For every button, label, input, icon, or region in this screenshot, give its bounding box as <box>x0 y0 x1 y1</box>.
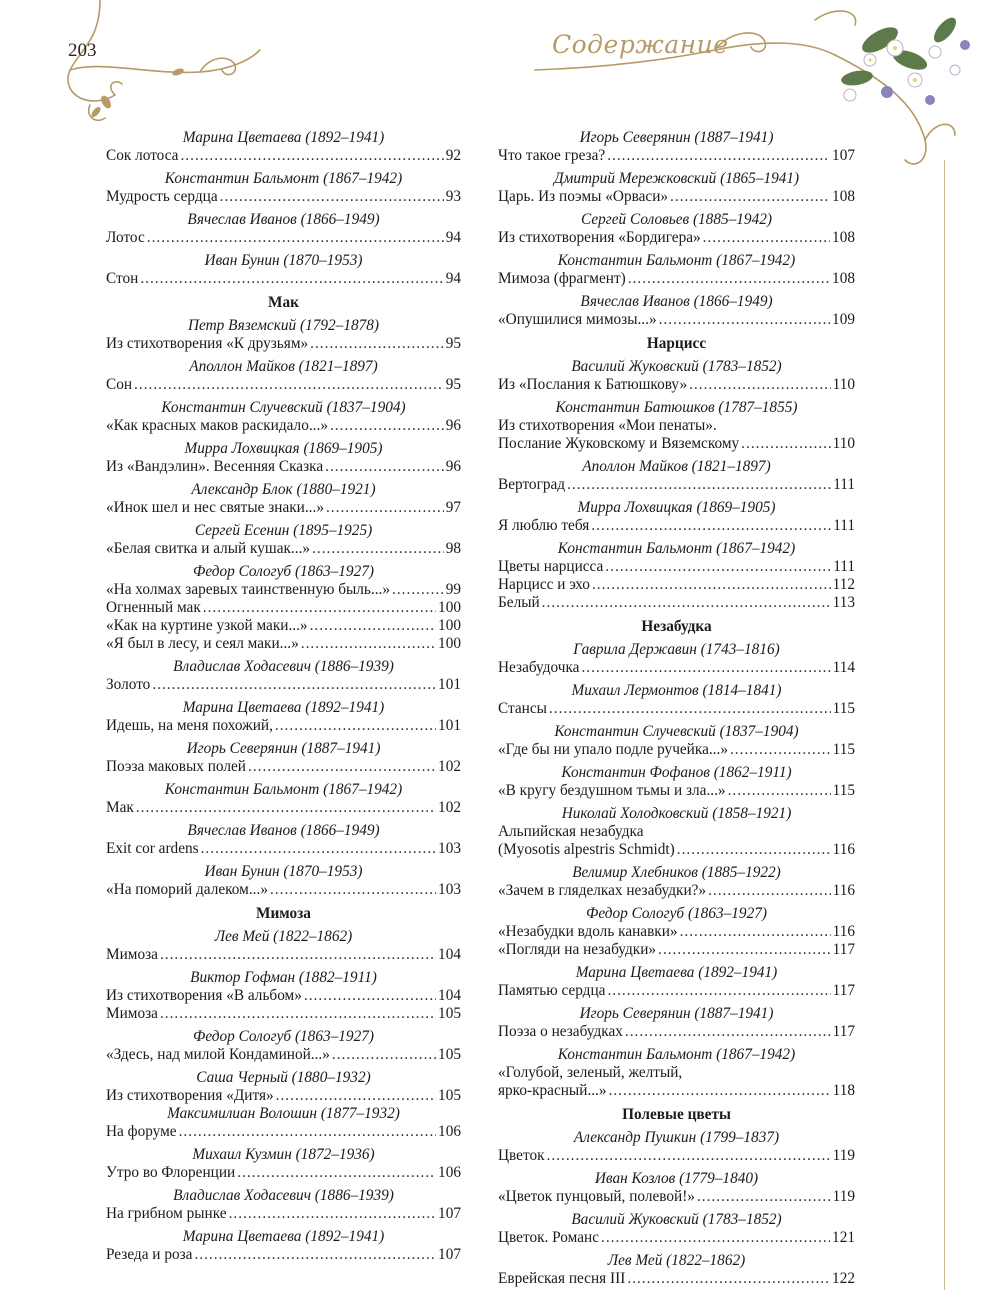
toc-author: Константин Бальмонт (1867–1942) <box>557 252 796 269</box>
dot-leader <box>310 617 436 635</box>
toc-author: Вячеслав Иванов (1866–1949) <box>187 211 380 228</box>
toc-entry-title: Резеда и роза <box>106 1246 193 1263</box>
toc-entry-title: Сок лотоса <box>106 147 179 164</box>
toc-entry <box>498 517 855 535</box>
toc-entry-page: 93 <box>445 188 461 205</box>
toc-author: Аполлон Майков (1821–1897) <box>582 458 771 475</box>
dot-leader <box>689 376 831 394</box>
toc-entry <box>106 635 461 653</box>
toc-entry <box>106 499 461 517</box>
toc-entry-page: 122 <box>832 1270 855 1287</box>
toc-entry-title: Стансы <box>498 700 547 717</box>
dot-leader <box>609 1082 831 1100</box>
toc-entry-title: «Погляди на незабудки» <box>498 941 657 958</box>
toc-entry-page: 108 <box>832 229 855 246</box>
toc-entry-page: 112 <box>832 576 855 593</box>
toc-entry-page: 108 <box>832 270 855 287</box>
toc-section-heading: Полевые цветы <box>622 1106 731 1123</box>
dot-leader <box>152 676 436 694</box>
dot-leader <box>220 188 444 206</box>
dot-leader <box>607 147 830 165</box>
toc-entry-title: «Белая свитка и алый кушак...» <box>106 540 311 557</box>
toc-entry-title: Золото <box>106 676 151 693</box>
dot-leader <box>312 540 444 558</box>
toc-entry-page: 111 <box>833 517 855 534</box>
toc-entry-page: 108 <box>832 188 855 205</box>
toc-entry-page: 115 <box>832 782 855 799</box>
dot-leader <box>330 417 444 435</box>
toc-entry-page: 121 <box>832 1229 855 1246</box>
dot-leader <box>659 311 830 329</box>
toc-entry <box>106 417 461 435</box>
toc-entry-title: «Инок шел и нес святые знаки...» <box>106 499 324 516</box>
toc-entry-page: 105 <box>438 1005 461 1022</box>
toc-entry-page: 110 <box>832 376 855 393</box>
dot-leader <box>301 635 436 653</box>
toc-entry-page: 111 <box>833 558 855 575</box>
toc-author: Владислав Ходасевич (1886–1939) <box>173 1187 394 1204</box>
toc-entry-title: На форуме <box>106 1123 177 1140</box>
toc-entry <box>106 946 461 964</box>
dot-leader <box>708 882 831 900</box>
toc-entry-page: 116 <box>832 923 855 940</box>
toc-entry-page: 115 <box>832 741 855 758</box>
toc-author: Константин Бальмонт (1867–1942) <box>557 540 796 557</box>
dot-leader <box>625 1023 831 1041</box>
toc-entry-title: Еврейская песня III <box>498 1270 626 1287</box>
toc-author: Марина Цветаева (1892–1941) <box>575 964 778 981</box>
toc-entry-title: Белый <box>498 594 540 611</box>
dot-leader <box>549 700 831 718</box>
toc-author: Константин Бальмонт (1867–1942) <box>164 170 403 187</box>
toc-entry <box>498 311 855 329</box>
toc-entry-title: Памятью сердца <box>498 982 606 999</box>
toc-entry-title: Из «Вандэлин». Весенняя Сказка <box>106 458 324 475</box>
dot-leader <box>276 1087 436 1105</box>
toc-entry-page: 94 <box>445 270 461 287</box>
toc-author: Игорь Северянин (1887–1941) <box>579 1005 774 1022</box>
toc-author: Максимилиан Волошин (1877–1932) <box>167 1105 400 1122</box>
toc-entry-title: «В кругу бездушном тьмы и зла...» <box>498 782 726 799</box>
toc-entry <box>106 147 461 165</box>
dot-leader <box>194 1246 436 1264</box>
dot-leader <box>592 576 831 594</box>
toc-entry <box>106 1123 461 1141</box>
toc-entry-page: 101 <box>438 676 461 693</box>
toc-entry <box>106 758 461 776</box>
toc-entry-page: 110 <box>832 435 855 452</box>
toc-entry <box>498 1082 855 1100</box>
toc-author: Иван Козлов (1779–1840) <box>594 1170 759 1187</box>
toc-author: Александр Пушкин (1799–1837) <box>573 1129 780 1146</box>
toc-entry <box>498 941 855 959</box>
toc-entry <box>498 1023 855 1041</box>
toc-entry-title: «Зачем в гляделках незабудки?» <box>498 882 707 899</box>
toc-entry-title: «На холмах заревых таинственную быль...» <box>106 581 391 598</box>
toc-entry <box>106 1205 461 1223</box>
toc-entry <box>498 476 855 494</box>
toc-entry <box>106 376 461 394</box>
toc-entry-title: Стон <box>106 270 139 287</box>
toc-entry-page: 107 <box>832 147 855 164</box>
toc-entry-title: «Как на куртине узкой маки...» <box>106 617 308 634</box>
dot-leader <box>680 923 831 941</box>
toc-section-heading: Мак <box>268 294 299 311</box>
toc-entry <box>106 270 461 288</box>
toc-entry-title: Мак <box>106 799 134 816</box>
toc-entry-page: 105 <box>438 1087 461 1104</box>
toc-entry <box>106 676 461 694</box>
toc-entry-page: 100 <box>438 599 461 616</box>
toc-entry <box>106 1005 461 1023</box>
dot-leader <box>392 581 444 599</box>
toc-entry <box>498 700 855 718</box>
toc-entry-page: 96 <box>445 458 461 475</box>
toc-entry-page: 106 <box>438 1164 461 1181</box>
toc-entry-title: «Незабудки вдоль канавки» <box>498 923 678 940</box>
dot-leader <box>270 881 436 899</box>
dot-leader <box>605 558 831 576</box>
toc-entry-page: 118 <box>832 1082 855 1099</box>
dot-leader <box>201 840 436 858</box>
toc-entry-page: 113 <box>832 594 855 611</box>
toc-author: Виктор Гофман (1882–1911) <box>190 969 377 986</box>
toc-author: Мирра Лохвицкая (1869–1905) <box>184 440 383 457</box>
toc-entry-page: 119 <box>832 1188 855 1205</box>
toc-entry <box>498 741 855 759</box>
dot-leader <box>326 499 444 517</box>
toc-entry-title: Идешь, на меня похожий, <box>106 717 273 734</box>
dot-leader <box>542 594 831 612</box>
toc-entry-page: 96 <box>445 417 461 434</box>
toc-entry-title: Незабудочка <box>498 659 580 676</box>
dot-leader <box>140 270 443 288</box>
toc-column-left <box>106 124 461 1264</box>
toc-entry <box>106 840 461 858</box>
toc-entry <box>498 376 855 394</box>
toc-entry-title: Лотос <box>106 229 145 246</box>
toc-column-right <box>498 124 855 1288</box>
toc-author: Александр Блок (1880–1921) <box>191 481 376 498</box>
dot-leader <box>581 659 830 677</box>
toc-entry-page: 114 <box>832 659 855 676</box>
toc-entry <box>498 1188 855 1206</box>
toc-author: Аполлон Майков (1821–1897) <box>189 358 378 375</box>
toc-author: Лев Мей (1822–1862) <box>607 1252 746 1269</box>
toc-entry <box>498 270 855 288</box>
dot-leader <box>703 229 830 247</box>
toc-author: Иван Бунин (1870–1953) <box>204 252 363 269</box>
toc-entry-title: Поэза маковых полей <box>106 758 246 775</box>
dot-leader <box>237 1164 436 1182</box>
toc-entry <box>106 458 461 476</box>
toc-entry-title: (Myosotis alpestris Schmidt) <box>498 841 675 858</box>
toc-entry-page: 99 <box>445 581 461 598</box>
toc-entry-page: 92 <box>445 147 461 164</box>
toc-entry-page: 116 <box>832 882 855 899</box>
toc-entry <box>106 881 461 899</box>
dot-leader <box>275 717 436 735</box>
toc-author: Иван Бунин (1870–1953) <box>204 863 363 880</box>
toc-author: Марина Цветаева (1892–1941) <box>182 699 385 716</box>
toc-author: Василий Жуковский (1783–1852) <box>571 358 782 375</box>
dot-leader <box>160 1005 436 1023</box>
toc-author: Федор Сологуб (1863–1927) <box>193 1028 374 1045</box>
toc-entry <box>106 1087 461 1105</box>
toc-entry-page: 103 <box>438 840 461 857</box>
toc-author: Сергей Соловьев (1885–1942) <box>581 211 772 228</box>
toc-author: Константин Случевский (1837–1904) <box>554 723 799 740</box>
toc-entry-page: 106 <box>438 1123 461 1140</box>
dot-leader <box>730 741 831 759</box>
toc-author: Константин Фофанов (1862–1911) <box>561 764 792 781</box>
toc-entry-title: Exit cor ardens <box>106 840 199 857</box>
toc-entry <box>106 799 461 817</box>
dot-leader <box>601 1229 830 1247</box>
toc-entry <box>498 147 855 165</box>
dot-leader <box>229 1205 436 1223</box>
toc-author: Сергей Есенин (1895–1925) <box>194 522 373 539</box>
toc-entry-page: 95 <box>445 335 461 352</box>
toc-entry-page: 119 <box>832 1147 855 1164</box>
toc-author: Велимир Хлебников (1885–1922) <box>572 864 781 881</box>
dot-leader <box>180 147 443 165</box>
toc-author: Михаил Кузмин (1872–1936) <box>192 1146 375 1163</box>
toc-author: Владислав Ходасевич (1886–1939) <box>173 658 394 675</box>
dot-leader <box>160 946 436 964</box>
toc-entry-page: 104 <box>438 987 461 1004</box>
toc-entry-title: Сон <box>106 376 133 393</box>
toc-entry-title: Мимоза <box>106 946 158 963</box>
toc-entry-page: 104 <box>438 946 461 963</box>
toc-entry-title: Цветок <box>498 1147 545 1164</box>
toc-entry-page: 102 <box>438 758 461 775</box>
toc-entry-title: Из стихотворения «В альбом» <box>106 987 302 1004</box>
dot-leader <box>134 376 444 394</box>
toc-entry <box>498 188 855 206</box>
toc-entry-page: 100 <box>438 635 461 652</box>
toc-entry-title-line: Из стихотворения «Мои пенаты». <box>498 417 717 434</box>
dot-leader <box>248 758 436 776</box>
toc-entry-title: «Здесь, над милой Кондаминой...» <box>106 1046 330 1063</box>
dot-leader <box>607 982 830 1000</box>
toc-author: Марина Цветаева (1892–1941) <box>182 129 385 146</box>
toc-author: Федор Сологуб (1863–1927) <box>193 563 374 580</box>
toc-section-heading: Мимоза <box>256 905 311 922</box>
toc-entry-title: Я люблю тебя <box>498 517 590 534</box>
toc-author: Михаил Лермонтов (1814–1841) <box>571 682 782 699</box>
right-margin-rule <box>944 160 945 1290</box>
dot-leader <box>628 270 830 288</box>
corner-flourish-left <box>60 0 280 130</box>
toc-entry-title-line: «Голубой, зеленый, желтый, <box>498 1064 683 1081</box>
dot-leader <box>203 599 436 617</box>
dot-leader <box>325 458 444 476</box>
toc-entry-page: 109 <box>832 311 855 328</box>
toc-entry-title: Огненный мак <box>106 599 201 616</box>
toc-entry-page: 100 <box>438 617 461 634</box>
toc-entry-page: 103 <box>438 881 461 898</box>
toc-entry-page: 116 <box>832 841 855 858</box>
toc-entry <box>106 229 461 247</box>
dot-leader <box>332 1046 436 1064</box>
dot-leader <box>670 188 830 206</box>
toc-entry-title: Из «Послания к Батюшкову» <box>498 376 688 393</box>
toc-entry-title: Мудрость сердца <box>106 188 218 205</box>
toc-entry <box>498 576 855 594</box>
toc-entry-page: 98 <box>445 540 461 557</box>
toc-entry-page: 95 <box>445 376 461 393</box>
toc-entry-page: 107 <box>438 1205 461 1222</box>
toc-entry-page: 101 <box>438 717 461 734</box>
toc-entry <box>498 782 855 800</box>
toc-entry <box>498 882 855 900</box>
toc-entry-page: 107 <box>438 1246 461 1263</box>
toc-entry-title: «На поморий далеком...» <box>106 881 268 898</box>
dot-leader <box>179 1123 436 1141</box>
toc-entry <box>498 1270 855 1288</box>
toc-section-heading: Незабудка <box>641 618 712 635</box>
dot-leader <box>697 1188 831 1206</box>
dot-leader <box>567 476 831 494</box>
toc-entry-title: Поэза о незабудках <box>498 1023 623 1040</box>
toc-entry <box>106 987 461 1005</box>
toc-entry <box>106 335 461 353</box>
toc-entry-title: Цветок. Романс <box>498 1229 600 1246</box>
toc-entry-page: 117 <box>832 982 855 999</box>
toc-entry <box>106 188 461 206</box>
header-title: Содержание <box>552 30 729 59</box>
toc-author: Вячеслав Иванов (1866–1949) <box>187 822 380 839</box>
toc-author: Дмитрий Мережковский (1865–1941) <box>553 170 800 187</box>
toc-entry-title: ярко-красный...» <box>498 1082 607 1099</box>
dot-leader <box>591 517 831 535</box>
toc-entry-title: Из стихотворения «К друзьям» <box>106 335 309 352</box>
dot-leader <box>147 229 444 247</box>
toc-author: Лев Мей (1822–1862) <box>214 928 353 945</box>
toc-entry-title: «Опушилися мимозы...» <box>498 311 657 328</box>
toc-entry-page: 102 <box>438 799 461 816</box>
toc-author: Василий Жуковский (1783–1852) <box>571 1211 782 1228</box>
toc-entry <box>106 1246 461 1264</box>
toc-entry-title: «Где бы ни упало подле ручейка...» <box>498 741 728 758</box>
dot-leader <box>136 799 436 817</box>
toc-author: Игорь Северянин (1887–1941) <box>186 740 381 757</box>
toc-entry <box>106 717 461 735</box>
toc-entry-title: Цветы нарцисса <box>498 558 604 575</box>
toc-entry-title-line: Альпийская незабудка <box>498 823 644 840</box>
toc-entry <box>106 1046 461 1064</box>
toc-author: Игорь Северянин (1887–1941) <box>579 129 774 146</box>
dot-leader <box>304 987 436 1005</box>
toc-author: Петр Вяземский (1792–1878) <box>187 317 380 334</box>
toc-entry <box>498 659 855 677</box>
toc-entry-title: Мимоза (фрагмент) <box>498 270 626 287</box>
toc-entry-title: На грибном рынке <box>106 1205 227 1222</box>
toc-entry-title: Мимоза <box>106 1005 158 1022</box>
toc-entry-title: Из стихотворения «Дитя» <box>106 1087 274 1104</box>
toc-author: Константин Батюшков (1787–1855) <box>555 399 798 416</box>
toc-author: Саша Черный (1880–1932) <box>196 1069 371 1086</box>
toc-entry-page: 115 <box>832 700 855 717</box>
toc-entry-title: Нарцисс и эхо <box>498 576 590 593</box>
toc-entry <box>498 982 855 1000</box>
toc-author: Константин Случевский (1837–1904) <box>161 399 406 416</box>
toc-author: Константин Бальмонт (1867–1942) <box>557 1046 796 1063</box>
toc-entry <box>498 594 855 612</box>
toc-author: Николай Холодковский (1858–1921) <box>561 805 792 822</box>
toc-author: Гаврила Державин (1743–1816) <box>573 641 780 658</box>
toc-author: Вячеслав Иванов (1866–1949) <box>580 293 773 310</box>
toc-entry <box>106 599 461 617</box>
toc-entry <box>498 558 855 576</box>
dot-leader <box>547 1147 831 1165</box>
toc-entry-page: 111 <box>833 476 855 493</box>
toc-entry-page: 105 <box>438 1046 461 1063</box>
toc-author: Марина Цветаева (1892–1941) <box>182 1228 385 1245</box>
page-number: 203 <box>68 40 97 61</box>
dot-leader <box>741 435 830 453</box>
toc-entry <box>498 1147 855 1165</box>
toc-author: Мирра Лохвицкая (1869–1905) <box>577 499 776 516</box>
toc-author: Константин Бальмонт (1867–1942) <box>164 781 403 798</box>
toc-section-heading: Нарцисс <box>646 335 707 352</box>
toc-entry-title: «Цветок пунцовый, полевой!» <box>498 1188 695 1205</box>
dot-leader <box>658 941 831 959</box>
toc-entry <box>106 540 461 558</box>
toc-entry-title: Царь. Из поэмы «Орваси» <box>498 188 669 205</box>
toc-entry <box>498 229 855 247</box>
toc-entry <box>498 923 855 941</box>
toc-entry-title: Что такое греза? <box>498 147 606 164</box>
dot-leader <box>310 335 444 353</box>
toc-entry-title: «Как красных маков раскидало...» <box>106 417 328 434</box>
dot-leader <box>728 782 831 800</box>
toc-entry-page: 94 <box>445 229 461 246</box>
toc-entry-title: Из стихотворения «Бордигера» <box>498 229 701 246</box>
toc-entry-title: Утро во Флоренции <box>106 1164 236 1181</box>
toc-entry-page: 117 <box>832 941 855 958</box>
dot-leader <box>677 841 831 859</box>
toc-entry <box>498 841 855 859</box>
toc-entry <box>106 581 461 599</box>
toc-entry-title: Вертоград <box>498 476 566 493</box>
toc-author: Федор Сологуб (1863–1927) <box>586 905 767 922</box>
toc-entry <box>106 1164 461 1182</box>
toc-entry <box>106 617 461 635</box>
toc-entry <box>498 1229 855 1247</box>
toc-entry-page: 117 <box>832 1023 855 1040</box>
toc-entry <box>498 435 855 453</box>
toc-entry-title: «Я был в лесу, и сеял маки...» <box>106 635 299 652</box>
toc-entry-title: Послание Жуковскому и Вяземскому <box>498 435 740 452</box>
toc-entry-page: 97 <box>445 499 461 516</box>
dot-leader <box>627 1270 830 1288</box>
